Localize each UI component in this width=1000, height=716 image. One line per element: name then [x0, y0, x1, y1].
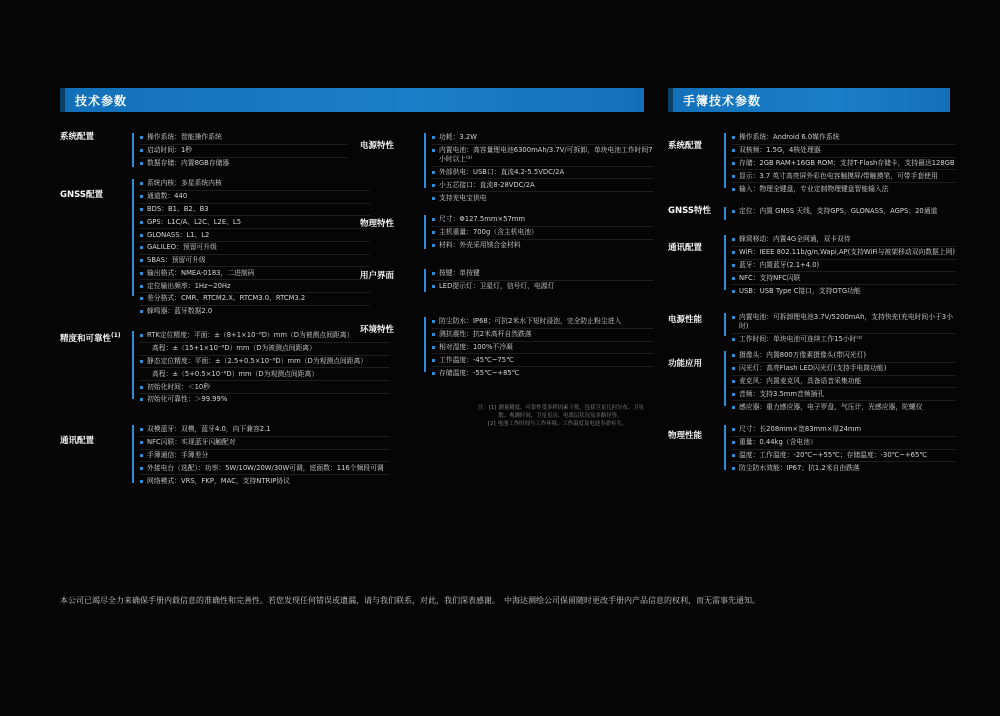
footnote-item — [478, 404, 650, 420]
spec-text: NFC闪联：实现蓝牙闪触配对 — [147, 438, 236, 447]
section-title: 通讯配置 — [668, 243, 703, 253]
spec-text: 操作系统：智能操作系统 — [147, 133, 222, 142]
spec-row — [432, 367, 654, 379]
spec-row — [732, 376, 956, 389]
spec-row — [732, 424, 956, 437]
spec-row — [732, 334, 956, 346]
spec-row — [732, 170, 956, 183]
bullet-icon — [140, 272, 143, 275]
bullet-icon — [732, 238, 735, 241]
spec-text: USB：USB Type C接口，支持OTG功能 — [739, 286, 861, 295]
bullet-icon — [732, 162, 735, 165]
bullet-icon — [732, 251, 735, 254]
spec-text: 显示：3.7 英寸高亮屏外彩色电容触摸屏/带触摸笔，可带手套使用 — [739, 171, 938, 180]
spec-text: 摄像头：内置800万像素摄像头(带闪光灯) — [739, 351, 867, 360]
section-title: 通讯配置 — [60, 436, 95, 446]
spec-text: 功耗：3.2W — [439, 133, 477, 142]
spec-row — [432, 179, 654, 192]
spec-row — [140, 132, 348, 145]
bullet-icon — [432, 346, 435, 349]
spec-text: NFC：支持NFC闪联 — [739, 273, 801, 282]
bullet-icon — [732, 428, 735, 431]
spec-row — [732, 285, 956, 297]
spec-row — [432, 329, 654, 342]
spec-row — [140, 178, 370, 191]
spec-text: 高程：±（5+0.5×10⁻⁶D）mm（D为观测点间距离） — [152, 369, 319, 378]
spec-row — [432, 192, 654, 204]
spec-text: 存储：2GB RAM+16GB ROM；支持T-Flash存储卡，支持最达128GB — [739, 158, 955, 167]
spec-row — [732, 272, 956, 285]
spec-row — [732, 450, 956, 463]
bullet-icon — [732, 441, 735, 444]
spec-row — [140, 356, 390, 369]
spec-row — [732, 350, 956, 363]
section-items — [432, 214, 654, 251]
section-divider — [724, 235, 726, 290]
section-title-superscript: (1) — [111, 332, 121, 339]
spec-text: 启动时间：1秒 — [147, 146, 193, 155]
spec-row — [432, 316, 654, 329]
bullet-icon — [432, 149, 435, 152]
spec-text: 定位输出频率：1Hz~20Hz — [147, 281, 231, 290]
spec-text: 网络模式：VRS，FKP，MAC，支持NTRIP协议 — [147, 476, 290, 485]
bullet-icon — [432, 372, 435, 375]
section-divider — [424, 215, 426, 249]
spec-row — [140, 462, 390, 475]
bullet-icon — [732, 467, 735, 470]
bullet-icon — [140, 285, 143, 288]
footnote-text: 电池工作时间与工作环境、工作温度及电池寿命有关。 — [497, 421, 628, 427]
bullet-icon — [140, 480, 143, 483]
bullet-icon — [140, 221, 143, 224]
spec-text: 存储温度：-55℃~+85℃ — [439, 368, 520, 377]
spec-text: BDS：B1、B2、B3 — [147, 204, 209, 213]
spec-text: 蜂鸣器：蓝牙数据2.0 — [147, 307, 213, 316]
section-title: 用户界面 — [360, 271, 395, 281]
bullet-icon — [432, 197, 435, 200]
spec-row — [140, 381, 390, 394]
bullet-icon — [140, 441, 143, 444]
section-divider — [724, 351, 726, 406]
spec-row — [732, 401, 956, 413]
section-title: 电源特性 — [360, 141, 395, 151]
bullet-icon — [732, 354, 735, 357]
section-divider — [424, 269, 426, 292]
spec-text: 主机重量：700g（含主机电池） — [439, 228, 538, 237]
spec-text: 测抗震性：抗2米高杆自然跌落 — [439, 330, 532, 339]
bullet-icon — [732, 136, 735, 139]
spec-row — [432, 132, 654, 145]
spec-text: 双模蓝牙：双模，蓝牙4.0，向下兼容2.1 — [147, 425, 271, 434]
bullet-icon — [732, 290, 735, 293]
spec-text: 重量：0.44kg（含电池） — [739, 438, 817, 447]
section-items — [140, 132, 348, 169]
bullet-icon — [140, 162, 143, 165]
section-title-text: 精度和可靠性 — [60, 333, 112, 344]
spec-row — [140, 475, 390, 487]
section-items — [732, 312, 956, 346]
bullet-icon — [140, 428, 143, 431]
section-title: 电源性能 — [668, 315, 703, 325]
spec-row — [140, 216, 370, 229]
spec-text: SBAS：预留可升级 — [147, 256, 206, 265]
spec-row — [432, 281, 654, 293]
spec-row — [432, 268, 654, 281]
section-title: 系统配置 — [668, 141, 703, 151]
section-items — [432, 268, 654, 293]
section-title: 环境特性 — [360, 325, 395, 335]
spec-text: WiFi：IEEE 802.11b/g/n,Wapi,AP(支持WiFi与被架移动双向数据上网) — [739, 248, 956, 257]
bullet-icon — [432, 231, 435, 234]
bullet-icon — [140, 360, 143, 363]
spec-row — [140, 280, 370, 293]
spec-text: 防尘防水效能：IP67；抗1.2米自由跌落 — [739, 463, 860, 472]
footnote-label: [2] — [488, 421, 496, 427]
spec-row — [140, 229, 370, 242]
bullet-icon — [732, 380, 735, 383]
spec-row — [732, 437, 956, 450]
bullet-icon — [432, 285, 435, 288]
spec-text: 通道数：440 — [147, 192, 188, 201]
section-title: 物理特性 — [360, 219, 395, 229]
section-items — [732, 206, 956, 218]
footnotes — [478, 404, 650, 428]
section-title — [60, 330, 134, 345]
spec-row — [432, 145, 654, 167]
bullet-icon — [140, 234, 143, 237]
spec-row — [432, 214, 654, 227]
footnote-label: 注：[1] — [478, 405, 497, 411]
bullet-icon — [432, 359, 435, 362]
spec-text: RTK定位精度：平面：±（8+1×10⁻⁶D）mm（D为被测点间距离） — [147, 331, 354, 340]
spec-text: 双核频：1.5G，4核处理器 — [739, 146, 821, 155]
spec-text: 小五芯接口：直流8-28VDC/2A — [439, 180, 535, 189]
spec-row — [140, 267, 370, 280]
bullet-icon — [432, 184, 435, 187]
spec-row — [140, 450, 390, 463]
spec-text: 尺寸：长208mm×宽83mm×厚24mm — [739, 425, 862, 434]
section-title: 系统配置 — [60, 132, 95, 142]
section-title: GNSS配置 — [60, 190, 103, 200]
bullet-icon — [432, 320, 435, 323]
header-right-title: 手簿技术参数 — [683, 93, 762, 108]
spec-text: LED提示灯：卫星灯，信号灯，电源灯 — [439, 282, 555, 291]
spec-text: 工作温度：-45℃~75℃ — [439, 355, 514, 364]
spec-row — [732, 158, 956, 171]
spec-text: 静态定位精度：平面：±（2.5+0.5×10⁻⁶D）mm（D为观测点间距离） — [147, 356, 368, 365]
spec-text: 外部供电：USB口：直流4.2-5.5VDC/2A — [439, 167, 565, 176]
spec-row — [140, 424, 390, 437]
section-divider — [132, 133, 134, 167]
section-items — [432, 316, 654, 379]
bullet-icon — [732, 316, 735, 319]
header-left-title: 技术参数 — [75, 93, 128, 108]
bullet-icon — [732, 367, 735, 370]
bullet-icon — [140, 136, 143, 139]
spec-text: 手簿通信：手簿差分 — [147, 450, 209, 459]
section-divider — [132, 425, 134, 483]
section-title: GNSS特性 — [668, 206, 711, 216]
spec-text: 内置电池：高容量锂电池6300mAh/3.7V/可拆卸，单块电池工作时间7小时以上⁽²⁾ — [439, 146, 653, 164]
spec-row — [140, 158, 348, 170]
section-divider — [724, 425, 726, 470]
bullet-icon — [732, 393, 735, 396]
bullet-icon — [432, 244, 435, 247]
bullet-icon — [140, 195, 143, 198]
spec-text: 工作时间：单块电池可连续工作15小时⁽²⁾ — [739, 335, 863, 344]
bullet-icon — [732, 406, 735, 409]
spec-row — [140, 343, 390, 356]
spec-row — [432, 342, 654, 355]
spec-text: 支持充电宝供电 — [439, 193, 487, 202]
spec-row — [432, 240, 654, 252]
spec-row — [732, 462, 956, 474]
spec-text: 差分格式：CMR、RTCM2.X、RTCM3.0、RTCM3.2 — [147, 294, 306, 303]
spec-text: 输入：物理全键盘，专业定制物理键盘智能输入法 — [739, 184, 889, 193]
section-items — [140, 330, 390, 406]
spec-text: 材料：外壳采用镁合金材料 — [439, 240, 521, 249]
spec-row — [140, 394, 390, 406]
section-items — [140, 178, 370, 318]
section-items — [140, 424, 390, 487]
spec-row — [732, 234, 956, 247]
spec-row — [140, 437, 390, 450]
spec-row — [732, 312, 956, 334]
spec-text: 音频：支持3.5mm音频插孔 — [739, 389, 825, 398]
spec-text: 初始化时间：＜10秒 — [147, 382, 211, 391]
spec-text: 数据存储：内置8GB存储器 — [147, 158, 230, 167]
bullet-icon — [732, 338, 735, 341]
spec-text: 闪光灯：高亮Flash LED闪光灯(支持手电筒功能) — [739, 364, 887, 373]
header-technical-specs — [60, 88, 644, 112]
footnote-item — [478, 420, 650, 428]
spec-row — [140, 293, 370, 306]
spec-row — [140, 255, 370, 268]
spec-text: 高程：±（15+1×10⁻⁶D）mm（D为被测点间距离） — [152, 344, 316, 353]
bullet-icon — [140, 208, 143, 211]
spec-row — [732, 260, 956, 273]
spec-row — [140, 191, 370, 204]
spec-text: 内置电池：可拆卸锂电池3.7V/5200mAh，支持快充(充电时间小于3小时) — [739, 313, 953, 331]
bullet-icon — [140, 386, 143, 389]
spec-row — [432, 167, 654, 180]
bullet-icon — [732, 188, 735, 191]
spec-text: 外接电台（选配）：功率：5W/10W/20W/30W可调，底面数：116个频段可调 — [147, 463, 384, 472]
bullet-icon — [432, 333, 435, 336]
spec-text: 防尘防水：IP68；可抗2米水下短时浸泡，完全防止粉尘进入 — [439, 317, 622, 326]
section-divider — [132, 179, 134, 296]
spec-row — [732, 145, 956, 158]
bullet-icon — [140, 467, 143, 470]
section-items — [732, 234, 956, 297]
spec-text: 系统内核：多星系统内核 — [147, 179, 222, 188]
bullet-icon — [140, 246, 143, 249]
spec-row — [732, 183, 956, 195]
bullet-icon — [140, 182, 143, 185]
spec-text: 感应器：重力感应器，电子罗盘，气压计，光感应器，陀螺仪 — [739, 402, 923, 411]
spec-text: GALILEO：预留可升级 — [147, 243, 217, 252]
section-title: 物理性能 — [668, 431, 703, 441]
bullet-icon — [140, 297, 143, 300]
spec-text: 按键：单按键 — [439, 269, 480, 278]
spec-text: 尺寸：Φ127.5mm×57mm — [439, 215, 526, 224]
section-items — [432, 132, 654, 204]
bullet-icon — [140, 398, 143, 401]
section-items — [732, 424, 956, 474]
bullet-icon — [732, 454, 735, 457]
bullet-icon — [140, 334, 143, 337]
spec-text: 初始化可靠性：＞99.99% — [147, 395, 228, 404]
spec-text: 蜂窝移动：内置4G全网通，双卡双待 — [739, 235, 851, 244]
spec-row — [140, 368, 390, 381]
bullet-icon — [140, 259, 143, 262]
bullet-icon — [732, 149, 735, 152]
legal-disclaimer: 本公司已竭尽全力来确保手册内载信息的准确性和完善性。若您发现任何错误或遗漏，请与我们联系，对此，我们深表感谢。 中海达测绘公司保留随时更改手册内产品信息的权利，而无需事先通知。 — [60, 596, 760, 605]
spec-row — [432, 354, 654, 367]
spec-text: GLONASS：L1、L2 — [147, 230, 210, 239]
section-divider — [424, 133, 426, 188]
section-items — [732, 132, 956, 195]
spec-text: 定位：内置 GNSS 天线，支持GPS，GLONASS，AGPS；20通道 — [739, 207, 938, 216]
bullet-icon — [432, 136, 435, 139]
spec-row — [140, 242, 370, 255]
spec-text: 操作系统：Android 6.0媒作系统 — [739, 133, 840, 142]
spec-row — [140, 204, 370, 217]
bullet-icon — [432, 218, 435, 221]
spec-text: GPS：L1C/A、L2C、L2E、L5 — [147, 217, 242, 226]
spec-text: 蓝牙：内置蓝牙(2.1+4.0) — [739, 260, 820, 269]
spec-row — [140, 306, 370, 318]
bullet-icon — [140, 149, 143, 152]
bullet-icon — [732, 264, 735, 267]
bullet-icon — [140, 310, 143, 313]
bullet-icon — [140, 454, 143, 457]
section-divider — [132, 331, 134, 399]
bullet-icon — [732, 210, 735, 213]
bullet-icon — [432, 272, 435, 275]
spec-row — [732, 363, 956, 376]
spec-row — [732, 206, 956, 218]
spec-row — [140, 145, 348, 158]
spec-text: 相对湿度：100%不冷凝 — [439, 342, 513, 351]
spec-text: 麦克风：内置麦克风，具备语音采集功能 — [739, 376, 862, 385]
section-divider — [724, 133, 726, 188]
spec-row — [432, 227, 654, 240]
header-handbook-specs — [668, 88, 950, 112]
section-items — [732, 350, 956, 413]
section-divider — [424, 317, 426, 372]
spec-row — [140, 330, 390, 343]
spec-text: 输出格式：NMEA-0183，二进制码 — [147, 268, 255, 277]
spec-row — [732, 132, 956, 145]
spec-row — [732, 388, 956, 401]
section-divider — [724, 207, 726, 220]
spec-text: 温度：工作温度：-20℃~+55℃；存储温度：-30℃~+65℃ — [739, 450, 927, 459]
spec-row — [732, 247, 956, 260]
footnote-text: 测量精度、可靠性受多样因素干扰，包括卫星几何分布、卫星数、观测时间、卫星星历、电离层状况及多路径等。 — [498, 405, 644, 419]
bullet-icon — [732, 175, 735, 178]
bullet-icon — [732, 277, 735, 280]
section-divider — [724, 313, 726, 336]
bullet-icon — [432, 171, 435, 174]
section-title: 功能应用 — [668, 359, 703, 369]
